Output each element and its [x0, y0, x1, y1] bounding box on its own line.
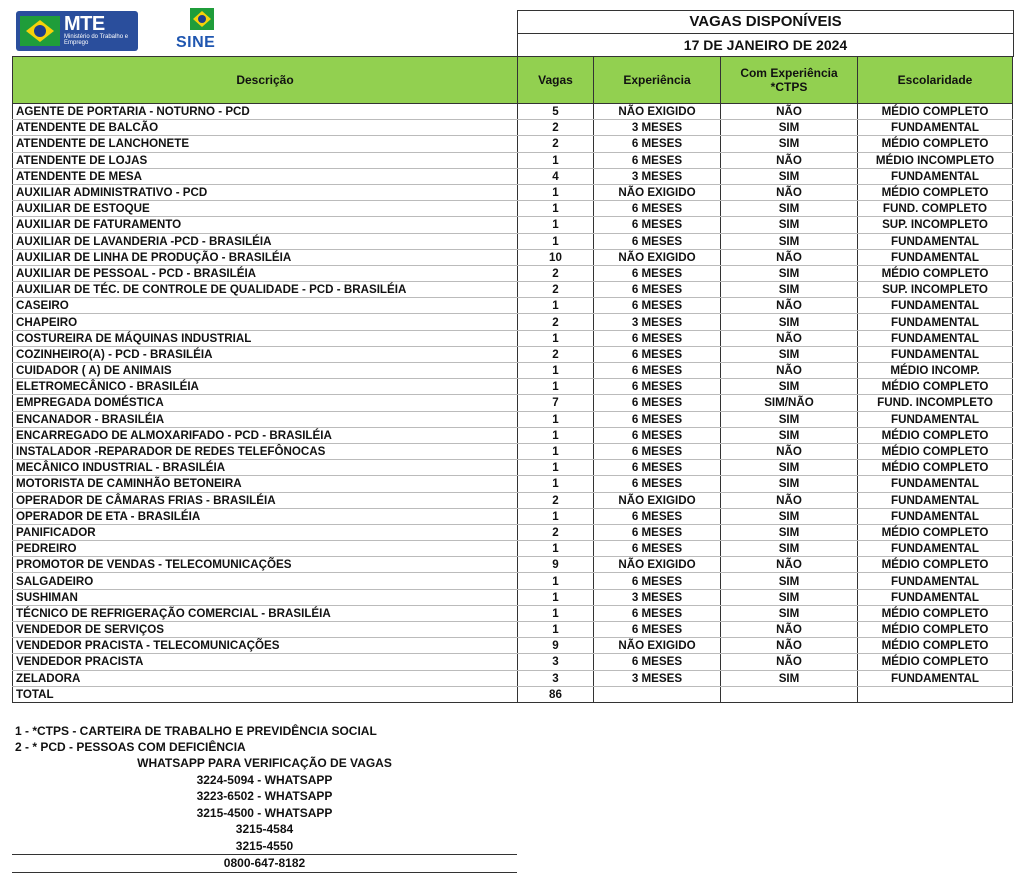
vagas-cell: 1 [518, 541, 594, 557]
table-row [13, 282, 1013, 298]
table-row [13, 120, 1013, 136]
note-ctps: 1 - *CTPS - CARTEIRA DE TRABALHO E PREVIDÊNCIA SOCIAL [15, 724, 377, 738]
table-header-row [13, 57, 1013, 104]
vagas-cell: 1 [518, 411, 594, 427]
mte-logo [16, 11, 138, 51]
vagas-cell: 3 [518, 670, 594, 686]
ctps-cell: SIM [721, 217, 858, 233]
escolaridade-cell: FUNDAMENTAL [858, 508, 1013, 524]
vagas-cell: 5 [518, 104, 594, 120]
table-row [13, 654, 1013, 670]
job-title-cell: TÉCNICO DE REFRIGERAÇÃO COMERCIAL - BRASILÉIA [13, 605, 518, 621]
table-row [13, 346, 1013, 362]
escolaridade-cell: FUNDAMENTAL [858, 314, 1013, 330]
escolaridade-cell: MÉDIO INCOMPLETO [858, 152, 1013, 168]
ctps-cell: NÃO [721, 443, 858, 459]
job-title-cell: VENDEDOR DE SERVIÇOS [13, 622, 518, 638]
ctps-cell: SIM [721, 379, 858, 395]
ctps-cell: SIM [721, 605, 858, 621]
vagas-cell: 2 [518, 265, 594, 281]
escolaridade-cell: FUNDAMENTAL [858, 249, 1013, 265]
vagas-cell: 1 [518, 217, 594, 233]
vagas-cell: 1 [518, 201, 594, 217]
escolaridade-cell: FUNDAMENTAL [858, 330, 1013, 346]
job-title-cell: MOTORISTA DE CAMINHÃO BETONEIRA [13, 476, 518, 492]
job-title-cell: CUIDADOR ( A) DE ANIMAIS [13, 363, 518, 379]
ctps-cell: NÃO [721, 363, 858, 379]
experiencia-cell: 6 MESES [594, 363, 721, 379]
vagas-cell: 1 [518, 330, 594, 346]
table-row [13, 233, 1013, 249]
vagas-cell: 1 [518, 363, 594, 379]
experiencia-cell: 6 MESES [594, 654, 721, 670]
escolaridade-cell: MÉDIO COMPLETO [858, 184, 1013, 200]
escolaridade-cell: MÉDIO COMPLETO [858, 443, 1013, 459]
job-title-cell: AUXILIAR DE TÉC. DE CONTROLE DE QUALIDADE - PCD - BRASILÉIA [13, 282, 518, 298]
job-title-cell: SUSHIMAN [13, 589, 518, 605]
vagas-cell: 1 [518, 298, 594, 314]
vagas-cell: 2 [518, 282, 594, 298]
job-title-cell: PROMOTOR DE VENDAS - TELECOMUNICAÇÕES [13, 557, 518, 573]
table-row [13, 557, 1013, 573]
job-title-cell: AUXILIAR DE FATURAMENTO [13, 217, 518, 233]
vagas-cell: 1 [518, 427, 594, 443]
escolaridade-cell: FUNDAMENTAL [858, 298, 1013, 314]
job-title-cell: MECÂNICO INDUSTRIAL - BRASILÉIA [13, 460, 518, 476]
ctps-cell: SIM [721, 168, 858, 184]
table-row [13, 314, 1013, 330]
table-body [13, 104, 1013, 687]
job-title-cell: COSTUREIRA DE MÁQUINAS INDUSTRIAL [13, 330, 518, 346]
vagas-cell: 1 [518, 573, 594, 589]
job-title-cell: PANIFICADOR [13, 524, 518, 540]
phone-number: 0800-647-8182 [12, 854, 517, 873]
ctps-cell: SIM [721, 670, 858, 686]
vagas-cell: 2 [518, 136, 594, 152]
ctps-cell: SIM [721, 524, 858, 540]
escolaridade-cell: MÉDIO COMPLETO [858, 427, 1013, 443]
table-row [13, 104, 1013, 120]
escolaridade-cell: FUNDAMENTAL [858, 541, 1013, 557]
experiencia-cell: 6 MESES [594, 524, 721, 540]
ctps-cell: SIM [721, 346, 858, 362]
ctps-cell: SIM [721, 541, 858, 557]
ctps-cell: SIM [721, 265, 858, 281]
escolaridade-cell: FUNDAMENTAL [858, 476, 1013, 492]
escolaridade-cell: SUP. INCOMPLETO [858, 217, 1013, 233]
table-row [13, 638, 1013, 654]
ctps-cell: NÃO [721, 622, 858, 638]
job-title-cell: OPERADOR DE CÂMARAS FRIAS - BRASILÉIA [13, 492, 518, 508]
table-row [13, 201, 1013, 217]
job-title-cell: AUXILIAR DE PESSOAL - PCD - BRASILÉIA [13, 265, 518, 281]
escolaridade-cell: FUNDAMENTAL [858, 573, 1013, 589]
escolaridade-cell: FUNDAMENTAL [858, 492, 1013, 508]
table-row [13, 508, 1013, 524]
experiencia-cell: 3 MESES [594, 670, 721, 686]
experiencia-cell: NÃO EXIGIDO [594, 492, 721, 508]
ctps-cell: SIM [721, 476, 858, 492]
experiencia-cell: 6 MESES [594, 395, 721, 411]
experiencia-cell: NÃO EXIGIDO [594, 638, 721, 654]
table-row [13, 492, 1013, 508]
whatsapp-title: WHATSAPP PARA VERIFICAÇÃO DE VAGAS [137, 756, 392, 770]
job-title-cell: SALGADEIRO [13, 573, 518, 589]
escolaridade-cell: FUND. INCOMPLETO [858, 395, 1013, 411]
page-date: 17 DE JANEIRO DE 2024 [517, 33, 1014, 57]
experiencia-cell: 3 MESES [594, 120, 721, 136]
ctps-cell: SIM [721, 282, 858, 298]
phone-number: 3215-4584 [235, 822, 294, 836]
experiencia-cell: 6 MESES [594, 605, 721, 621]
job-title-cell: ZELADORA [13, 670, 518, 686]
ctps-cell: SIM [721, 136, 858, 152]
vagas-cell: 1 [518, 605, 594, 621]
job-title-cell: AUXILIAR DE ESTOQUE [13, 201, 518, 217]
job-title-cell: AUXILIAR DE LAVANDERIA -PCD - BRASILÉIA [13, 233, 518, 249]
escolaridade-cell: MÉDIO COMPLETO [858, 557, 1013, 573]
experiencia-cell: 6 MESES [594, 346, 721, 362]
experiencia-cell: 6 MESES [594, 622, 721, 638]
vagas-cell: 1 [518, 508, 594, 524]
vagas-cell: 2 [518, 524, 594, 540]
table-row [13, 168, 1013, 184]
table-row [13, 330, 1013, 346]
escolaridade-cell: FUNDAMENTAL [858, 120, 1013, 136]
phone-number: 3224-5094 - WHATSAPP [196, 772, 333, 787]
escolaridade-cell: MÉDIO COMPLETO [858, 524, 1013, 540]
job-title-cell: EMPREGADA DOMÉSTICA [13, 395, 518, 411]
note-pcd: 2 - * PCD - PESSOAS COM DEFICIÊNCIA [15, 740, 246, 754]
ctps-cell: SIM [721, 314, 858, 330]
table-row [13, 217, 1013, 233]
table-row [13, 136, 1013, 152]
ctps-cell: NÃO [721, 298, 858, 314]
vagas-cell: 1 [518, 443, 594, 459]
experiencia-cell: 6 MESES [594, 217, 721, 233]
escolaridade-cell: MÉDIO COMPLETO [858, 654, 1013, 670]
total-empty-cell [858, 686, 1013, 702]
experiencia-cell: 6 MESES [594, 573, 721, 589]
vagas-cell: 7 [518, 395, 594, 411]
job-title-cell: CHAPEIRO [13, 314, 518, 330]
experiencia-cell: NÃO EXIGIDO [594, 184, 721, 200]
experiencia-cell: 6 MESES [594, 379, 721, 395]
total-label: TOTAL [13, 686, 518, 702]
job-title-cell: AUXILIAR DE LINHA DE PRODUÇÃO - BRASILÉIA [13, 249, 518, 265]
ctps-cell: SIM [721, 589, 858, 605]
experiencia-cell: 6 MESES [594, 476, 721, 492]
vagas-cell: 1 [518, 233, 594, 249]
job-title-cell: PEDREIRO [13, 541, 518, 557]
experiencia-cell: 6 MESES [594, 265, 721, 281]
job-title-cell: ATENDENTE DE BALCÃO [13, 120, 518, 136]
brazil-flag-icon [20, 16, 60, 46]
ctps-cell: SIM/NÃO [721, 395, 858, 411]
vagas-cell: 1 [518, 622, 594, 638]
table-row [13, 427, 1013, 443]
experiencia-cell: NÃO EXIGIDO [594, 104, 721, 120]
escolaridade-cell: MÉDIO COMPLETO [858, 622, 1013, 638]
escolaridade-cell: MÉDIO COMPLETO [858, 638, 1013, 654]
mte-logo-title: MTE [64, 13, 105, 35]
ctps-cell: NÃO [721, 249, 858, 265]
vagas-cell: 2 [518, 346, 594, 362]
job-title-cell: ATENDENTE DE LOJAS [13, 152, 518, 168]
experiencia-cell: NÃO EXIGIDO [594, 249, 721, 265]
table-row [13, 460, 1013, 476]
phone-number: 3223-6502 - WHATSAPP [196, 789, 333, 803]
experiencia-cell: NÃO EXIGIDO [594, 557, 721, 573]
page-title: VAGAS DISPONÍVEIS [517, 10, 1014, 34]
ctps-cell: SIM [721, 508, 858, 524]
experiencia-cell: 6 MESES [594, 443, 721, 459]
escolaridade-cell: FUND. COMPLETO [858, 201, 1013, 217]
ctps-cell: NÃO [721, 654, 858, 670]
column-header-experiencia: Experiência [594, 57, 721, 104]
vagas-cell: 2 [518, 492, 594, 508]
job-title-cell: ATENDENTE DE LANCHONETE [13, 136, 518, 152]
phone-number: 3215-4500 - WHATSAPP [196, 805, 333, 820]
table-row [13, 524, 1013, 540]
notes-section [12, 723, 517, 873]
table-row [13, 622, 1013, 638]
ctps-cell: SIM [721, 427, 858, 443]
ctps-cell: SIM [721, 411, 858, 427]
experiencia-cell: 6 MESES [594, 427, 721, 443]
ctps-cell: NÃO [721, 638, 858, 654]
escolaridade-cell: FUNDAMENTAL [858, 589, 1013, 605]
column-header-escolaridade: Escolaridade [858, 57, 1013, 104]
table-row [13, 249, 1013, 265]
table-row [13, 152, 1013, 168]
experiencia-cell: 6 MESES [594, 411, 721, 427]
experiencia-cell: 6 MESES [594, 201, 721, 217]
sine-logo [174, 8, 234, 56]
total-empty-cell [594, 686, 721, 702]
escolaridade-cell: FUNDAMENTAL [858, 233, 1013, 249]
experiencia-cell: 6 MESES [594, 508, 721, 524]
ctps-cell: SIM [721, 120, 858, 136]
brazil-flag-icon [190, 8, 214, 30]
phone-number: 3215-4550 [235, 838, 294, 853]
ctps-cell: NÃO [721, 330, 858, 346]
job-title-cell: AGENTE DE PORTARIA - NOTURNO - PCD [13, 104, 518, 120]
column-header-descricao: Descrição [13, 57, 518, 104]
vagas-cell: 1 [518, 152, 594, 168]
table-row [13, 670, 1013, 686]
column-header-vagas: Vagas [518, 57, 594, 104]
job-title-cell: ELETROMECÂNICO - BRASILÉIA [13, 379, 518, 395]
ctps-cell: SIM [721, 573, 858, 589]
ctps-cell: SIM [721, 233, 858, 249]
escolaridade-cell: MÉDIO COMPLETO [858, 379, 1013, 395]
jobs-table [12, 56, 1013, 703]
escolaridade-cell: FUNDAMENTAL [858, 346, 1013, 362]
vagas-cell: 1 [518, 460, 594, 476]
experiencia-cell: 3 MESES [594, 589, 721, 605]
experiencia-cell: 6 MESES [594, 282, 721, 298]
vagas-cell: 10 [518, 249, 594, 265]
ctps-cell: NÃO [721, 152, 858, 168]
experiencia-cell: 6 MESES [594, 541, 721, 557]
experiencia-cell: 6 MESES [594, 233, 721, 249]
ctps-cell: NÃO [721, 557, 858, 573]
table-row [13, 363, 1013, 379]
vagas-cell: 9 [518, 638, 594, 654]
table-row [13, 605, 1013, 621]
table-row [13, 184, 1013, 200]
experiencia-cell: 3 MESES [594, 314, 721, 330]
experiencia-cell: 6 MESES [594, 330, 721, 346]
job-title-cell: AUXILIAR ADMINISTRATIVO - PCD [13, 184, 518, 200]
mte-logo-subtitle: Ministério do Trabalho e Emprego [64, 34, 129, 46]
ctps-cell: NÃO [721, 184, 858, 200]
escolaridade-cell: MÉDIO INCOMP. [858, 363, 1013, 379]
ctps-cell: SIM [721, 460, 858, 476]
vagas-cell: 9 [518, 557, 594, 573]
table-row [13, 395, 1013, 411]
escolaridade-cell: FUNDAMENTAL [858, 168, 1013, 184]
column-header-ctps: Com Experiência *CTPS [721, 57, 858, 104]
job-title-cell: COZINHEIRO(A) - PCD - BRASILÉIA [13, 346, 518, 362]
vagas-cell: 2 [518, 314, 594, 330]
job-title-cell: OPERADOR DE ETA - BRASILÉIA [13, 508, 518, 524]
job-title-cell: CASEIRO [13, 298, 518, 314]
vagas-cell: 1 [518, 589, 594, 605]
vagas-cell: 1 [518, 379, 594, 395]
table-row [13, 411, 1013, 427]
sine-logo-title: SINE [176, 34, 216, 51]
escolaridade-cell: MÉDIO COMPLETO [858, 460, 1013, 476]
experiencia-cell: 6 MESES [594, 152, 721, 168]
table-row [13, 379, 1013, 395]
escolaridade-cell: SUP. INCOMPLETO [858, 282, 1013, 298]
escolaridade-cell: MÉDIO COMPLETO [858, 136, 1013, 152]
ctps-cell: SIM [721, 201, 858, 217]
job-title-cell: VENDEDOR PRACISTA [13, 654, 518, 670]
vagas-cell: 3 [518, 654, 594, 670]
ctps-cell: NÃO [721, 104, 858, 120]
vagas-cell: 1 [518, 184, 594, 200]
escolaridade-cell: MÉDIO COMPLETO [858, 605, 1013, 621]
job-title-cell: ATENDENTE DE MESA [13, 168, 518, 184]
experiencia-cell: 3 MESES [594, 168, 721, 184]
escolaridade-cell: FUNDAMENTAL [858, 411, 1013, 427]
escolaridade-cell: FUNDAMENTAL [858, 670, 1013, 686]
table-row [13, 265, 1013, 281]
logos [12, 8, 512, 56]
table-row [13, 589, 1013, 605]
table-row [13, 541, 1013, 557]
experiencia-cell: 6 MESES [594, 460, 721, 476]
table-row [13, 476, 1013, 492]
table-row [13, 298, 1013, 314]
total-value: 86 [518, 686, 594, 702]
vagas-cell: 4 [518, 168, 594, 184]
ctps-cell: NÃO [721, 492, 858, 508]
job-title-cell: INSTALADOR -REPARADOR DE REDES TELEFÔNOCAS [13, 443, 518, 459]
escolaridade-cell: MÉDIO COMPLETO [858, 265, 1013, 281]
table-row [13, 443, 1013, 459]
vagas-cell: 2 [518, 120, 594, 136]
job-title-cell: VENDEDOR PRACISTA - TELECOMUNICAÇÕES [13, 638, 518, 654]
job-title-cell: ENCARREGADO DE ALMOXARIFADO - PCD - BRASILÉIA [13, 427, 518, 443]
total-row [13, 686, 1013, 702]
job-title-cell: ENCANADOR - BRASILÉIA [13, 411, 518, 427]
escolaridade-cell: MÉDIO COMPLETO [858, 104, 1013, 120]
vagas-cell: 1 [518, 476, 594, 492]
experiencia-cell: 6 MESES [594, 298, 721, 314]
table-row [13, 573, 1013, 589]
total-empty-cell [721, 686, 858, 702]
experiencia-cell: 6 MESES [594, 136, 721, 152]
